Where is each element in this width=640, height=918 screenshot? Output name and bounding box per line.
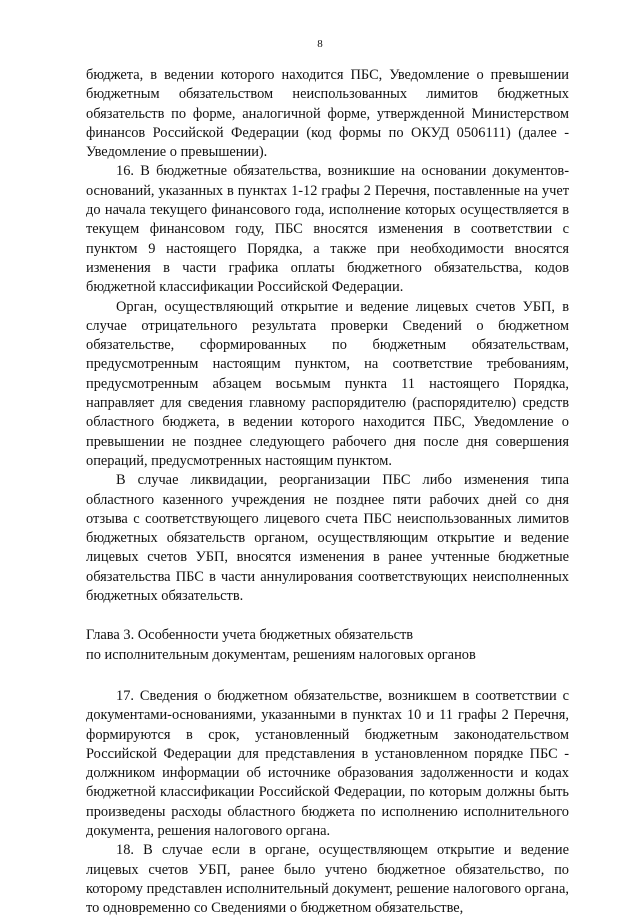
paragraph-item-18: 18. В случае если в органе, осуществляющем открытие и ведение лицевых счетов УБП, ранее было учтено бюджетное обязательство, по которому представлен исполнительный документ, решение налогового органа, то одновременно со Сведениями о бюджетном обязательстве, — [86, 842, 569, 917]
document-body — [86, 66, 569, 918]
page-number: 8 — [317, 38, 323, 50]
chapter-heading — [86, 626, 569, 665]
paragraph-item-16: 16. В бюджетные обязательства, возникшие на основании документов-оснований, указанных в пунктах 1-12 графы 2 Перечня, поставленные на учет до начала текущего финансового года, исполнение которых осуществляется в текущем финансовом году, ПБС вносятся изменения в соответствии с пунктом 9 настоящего Порядка, а также при необходимости вносятся изменения в части графика оплаты бюджетного обязательства, кодов бюджетной классификации Российской Федерации. — [86, 163, 569, 296]
paragraph-continuation: бюджета, в ведении которого находится ПБС, Уведомление о превышении бюджетным обязательством неиспользованных лимитов бюджетных обязательств по форме, аналогичной форме, утвержденной Министерством финансов Российской Федерации (код формы по ОКУД 0506111) (далее - Уведомление о превышении). — [86, 67, 569, 161]
chapter-heading-line-1: Глава 3. Особенности учета бюджетных обязательств — [86, 627, 414, 644]
paragraph-organ-check: Орган, осуществляющий открытие и ведение лицевых счетов УБП, в случае отрицательного результата проверки Сведений о бюджетном обязательстве, сформированных по бюджетным обязательствам, предусмотренным настоящим пунктом, на соответствие требованиям, предусмотренным абзацем восьмым пункта 11 настоящего Порядка, направляет для сведения главному распорядителю (распорядителю) средств областного бюджета, в ведении которого находится ПБС, Уведомление о превышении не позднее следующего рабочего дня после дня совершения операций, предусмотренных настоящим пунктом. — [86, 298, 569, 469]
paragraph-item-17: 17. Сведения о бюджетном обязательстве, возникшем в соответствии с документами-основаниями, указанными в пунктах 10 и 11 графы 2 Перечня, формируются в срок, установленный бюджетным законодательством Российской Федерации для представления в установленном порядке ПБС - должником информации об источнике образования задолженности и кодах бюджетной классификации Российской Федерации, по которым должны быть произведены расходы областного бюджета по исполнению исполнительного документа, решения налогового органа. — [86, 687, 569, 839]
chapter-heading-line-2: по исполнительным документам, решениям налоговых органов — [86, 646, 476, 663]
paragraph-liquidation: В случае ликвидации, реорганизации ПБС либо изменения типа областного казенного учреждения не позднее пяти рабочих дней со дня отзыва с соответствующего лицевого счета ПБС неиспользованных лимитов бюджетных обязательств органом, осуществляющим открытие и ведение лицевых счетов УБП, вносятся изменения в ранее учтенные бюджетные обязательства ПБС в части аннулирования соответствующих неисполненных бюджетных обязательств. — [86, 472, 569, 605]
